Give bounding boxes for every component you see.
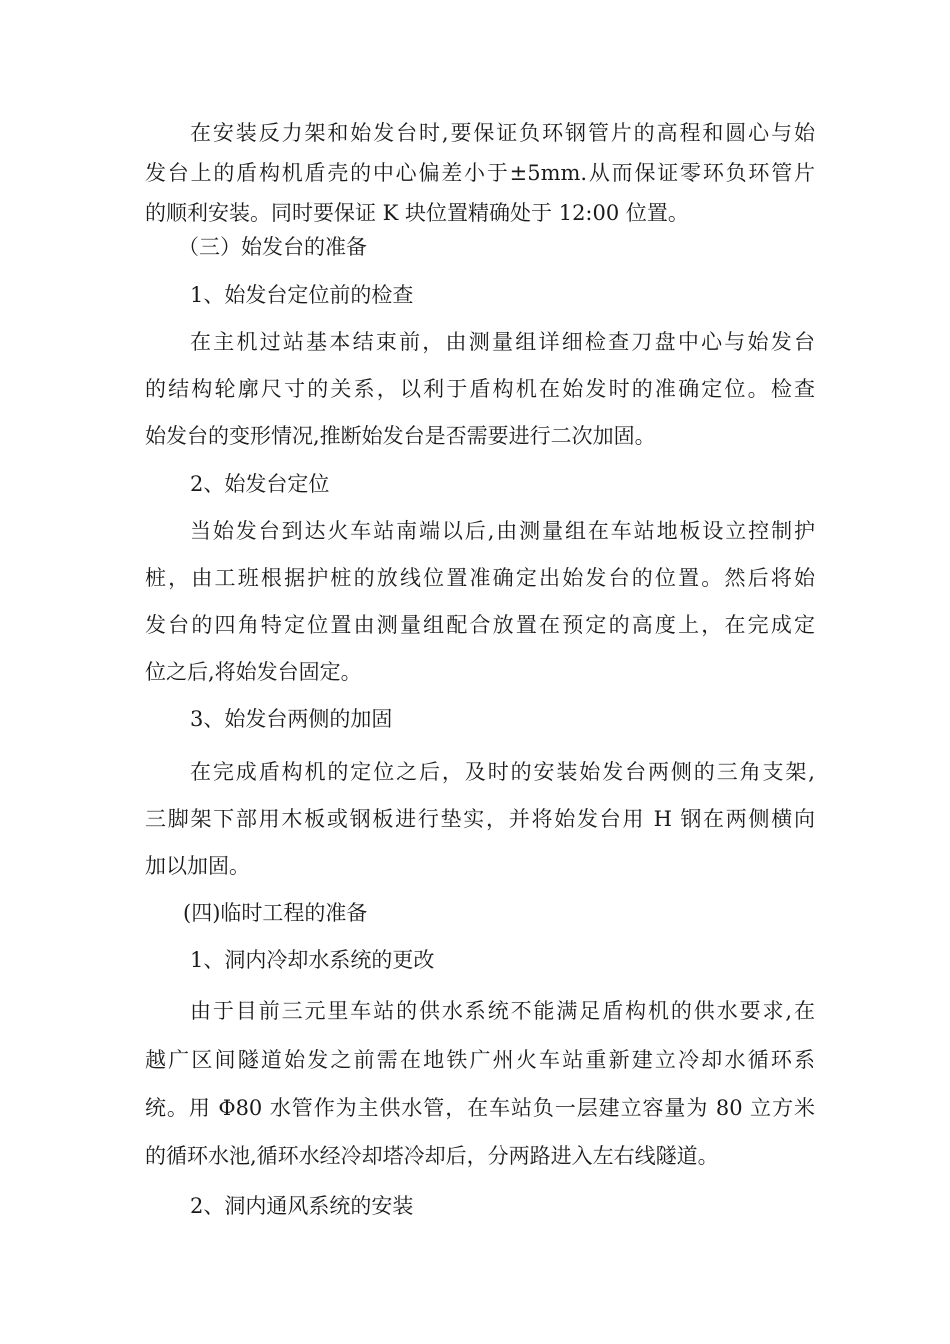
paragraph-line: 的结构轮廓尺寸的关系，以利于盾构机在始发时的准确定位。检查 [145,377,815,401]
paragraph-line: 桩，由工班根据护桩的放线位置准确定出始发台的位置。然后将始 [145,566,815,590]
subsection-heading: 1、洞内冷却水系统的更改 [190,948,435,972]
paragraph-line: 越广区间隧道始发之前需在地铁广州火车站重新建立冷却水循环系 [145,1048,815,1072]
paragraph-line: 在主机过站基本结束前，由测量组详细检查刀盘中心与始发台 [190,330,815,354]
paragraph-line: 发台上的盾构机盾壳的中心偏差小于±5mm.从而保证零环负环管片 [145,161,815,185]
paragraph-line: 由于目前三元里车站的供水系统不能满足盾构机的供水要求,在 [190,999,815,1023]
section-heading: （三）始发台的准备 [178,235,367,259]
paragraph-line: 三脚架下部用木板或钢板进行垫实，并将始发台用 H 钢在两侧横向 [145,807,815,831]
paragraph-line: 当始发台到达火车站南端以后,由测量组在车站地板设立控制护 [190,519,815,543]
subsection-heading: 2、洞内通风系统的安装 [190,1194,414,1218]
paragraph-line: 统。用 Φ80 水管作为主供水管，在车站负一层建立容量为 80 立方米 [145,1096,815,1120]
paragraph-line: 始发台的变形情况,推断始发台是否需要进行二次加固。 [145,424,656,448]
subsection-heading: 3、始发台两侧的加固 [190,707,393,731]
subsection-heading: 1、始发台定位前的检查 [190,283,414,307]
paragraph-line: 的循环水池,循环水经冷却塔冷却后，分两路进入左右线隧道。 [145,1144,719,1168]
paragraph-line: 加以加固。 [145,854,250,878]
subsection-heading: 2、始发台定位 [190,472,330,496]
paragraph-line: 发台的四角特定位置由测量组配合放置在预定的高度上，在完成定 [145,613,815,637]
paragraph-line: 在安装反力架和始发台时,要保证负环钢管片的高程和圆心与始 [190,121,815,145]
section-heading: (四)临时工程的准备 [183,901,368,925]
paragraph-line: 在完成盾构机的定位之后，及时的安装始发台两侧的三角支架, [190,760,815,784]
paragraph-line: 的顺利安装。同时要保证 K 块位置精确处于 12:00 位置。 [145,201,689,225]
paragraph-line: 位之后,将始发台固定。 [145,660,362,684]
